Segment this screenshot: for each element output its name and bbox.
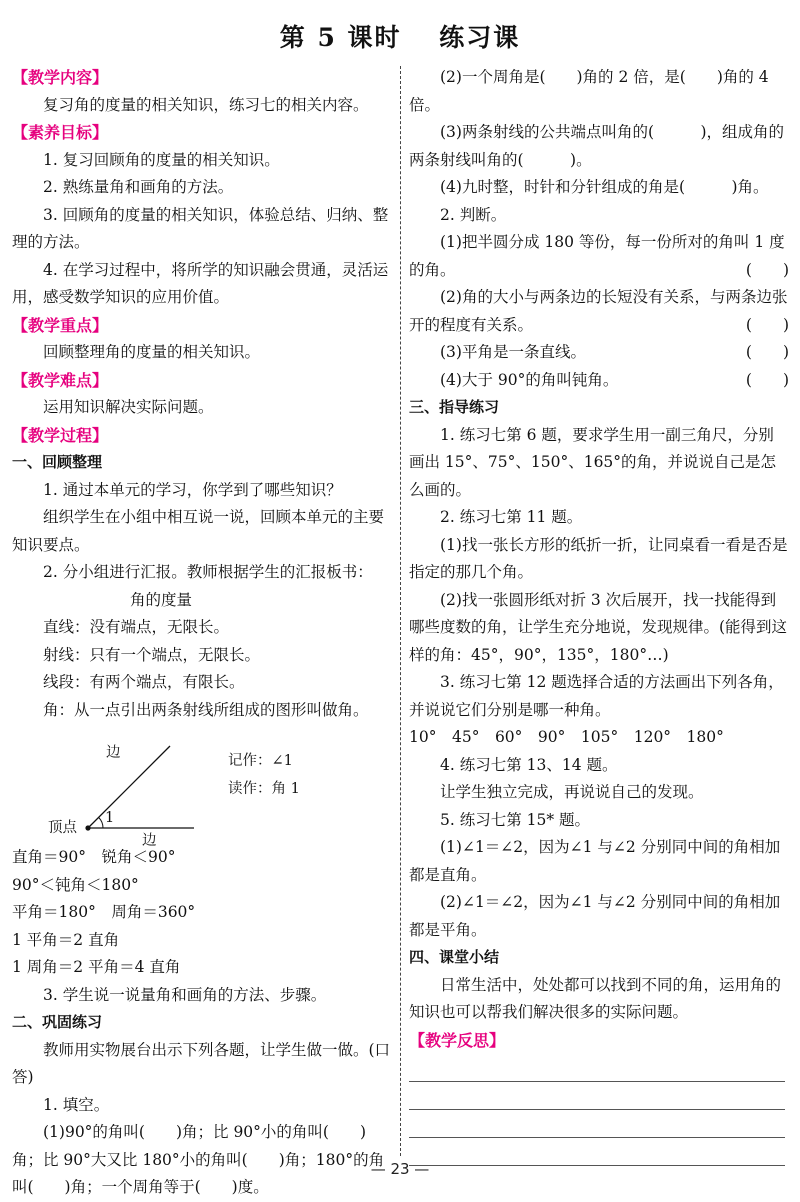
judge-item [409,367,789,395]
page-title: 第 5 课时 练习课 [279,23,521,52]
fact-line: 1 周角＝2 平角＝4 直角 [12,958,181,976]
heading-reflection: 【教学反思】 [409,1030,506,1050]
angle-notation: 记作：∠1 [228,753,293,769]
paragraph: 1. 通过本单元的学习，你学到了哪些知识？ [43,480,342,499]
paragraph: 教师用实物展台出示下列各题，让学生做一做。(口答) [12,1040,391,1086]
judge-item [409,229,789,284]
goal-item: 1. 复习回顾角的度量的相关知识。 [43,150,280,169]
paragraph: 4. 练习七第 13、14 题。 [440,755,618,774]
goal-item: 3. 回顾角的度量的相关知识，体验总结、归纳、整理的方法。 [12,205,389,251]
judge-text: (2)角的大小与两条边的长短没有关系，与两条边张开的程度有关系。 [409,288,788,334]
paragraph: (2)∠1＝∠2，因为∠1 与∠2 分别同中间的角相加都是平角。 [409,893,781,939]
goal-item: 4. 在学习过程中，将所学的知识融会贯通，灵活运用，感受数学知识的应用价值。 [12,260,389,306]
side-label-top: 边 [106,745,121,761]
definition-angle: 角：从一点引出两条射线所组成的图形叫做角。 [43,700,369,719]
section-summary: 四、课堂小结 [409,948,500,966]
angle-list: 10° 45° 60° 90° 105° 120° 180° [409,728,724,746]
judge-text: (1)把半圆分成 180 等份，每一份所对的角叫 1 度的角。 [409,233,785,279]
side-label-bottom: 边 [142,833,157,849]
heading-goals: 【素养目标】 [12,123,109,142]
paragraph: (1)找一张长方形的纸折一折，让同桌看一看是否是指定的那几个角。 [409,535,788,581]
fill-question: (2)一个周角是( )角的 2 倍，是( )角的 4 倍。 [409,68,769,114]
paragraph: 1. 练习七第 6 题，要求学生用一副三角尺，分别画出 15°、75°、150°、165°的角，并说说自己是怎么画的。 [409,425,777,499]
board-title: 角的度量 [130,590,193,609]
summary-text: 日常生活中，处处都可以找到不同的角，运用角的知识也可以帮我们解决很多的实际问题。 [409,975,782,1021]
heading-teaching-content: 【教学内容】 [12,68,109,87]
fact-line: 平角＝180° 周角＝360° [12,903,196,921]
fact-line: 90°＜钝角＜180° [12,875,139,894]
vertex-label: 顶点 [48,820,77,836]
reflection-line [409,1054,785,1082]
definition-line: 直线：没有端点，无限长。 [43,618,230,636]
paragraph: 5. 练习七第 15* 题。 [440,810,591,829]
paragraph: 1. 填空。 [43,1095,110,1114]
definition-segment: 线段：有两个端点，有限长。 [43,673,245,691]
angle-reading: 读作：角 1 [228,781,300,797]
page-number: — 23 — [370,1160,430,1178]
definition-ray: 射线：只有一个端点，无限长。 [43,645,261,664]
paragraph: 3. 学生说一说量角和画角的方法、步骤。 [43,985,327,1004]
heading-difficulties: 【教学难点】 [12,370,109,390]
answer-paren: ( ) [745,370,789,389]
paragraph: 组织学生在小组中相互说一说，回顾本单元的主要知识要点。 [12,508,385,554]
goal-item: 2. 熟练量角和画角的方法。 [43,178,234,196]
fill-question: (4)九时整，时针和分针组成的角是( )角。 [440,178,769,196]
reflection-line [409,1082,785,1110]
paragraph: (2)找一张圆形纸对折 3 次后展开，找一找能得到哪些度数的角，让学生充分地说，发现规律。(能得到这样的角：45°，90°，135°，180°…) [409,590,788,664]
judge-item [409,284,789,339]
paragraph: (1)∠1＝∠2，因为∠1 与∠2 分别同中间的角相加都是直角。 [409,838,781,884]
paragraph: 2. 判断。 [440,205,507,224]
answer-paren: ( ) [745,315,789,334]
section-review: 一、回顾整理 [12,453,103,471]
left-column [12,64,392,1202]
key-points-text: 回顾整理角的度量的相关知识。 [43,343,261,361]
section-consolidation: 二、巩固练习 [12,1013,103,1031]
fill-question: (1)90°的角叫( )角；比 90°小的角叫( )角；比 90°大又比 180°小的角叫( )角；180°的角叫( )角；一个周角等于( )度。 [12,1123,385,1196]
judge-text: (3)平角是一条直线。 [440,343,586,361]
paragraph: 2. 练习七第 11 题。 [440,508,583,526]
paragraph: 2. 分小组进行汇报。教师根据学生的汇报板书： [43,563,373,581]
answer-paren: ( ) [745,260,789,279]
column-divider [400,66,401,1156]
right-column [409,64,789,1166]
fact-line: 直角＝90° 锐角＜90° [12,848,176,866]
heading-key-points: 【教学重点】 [12,315,109,335]
reflection-line [409,1110,785,1138]
teaching-content-text: 复习角的度量的相关知识，练习七的相关内容。 [43,95,369,114]
paragraph: 让学生独立完成，再说说自己的发现。 [440,783,704,801]
heading-process: 【教学过程】 [12,425,109,445]
judge-item [409,339,789,367]
judge-text: (4)大于 90°的角叫钝角。 [440,370,619,389]
difficulties-text: 运用知识解决实际问题。 [43,398,214,416]
paragraph: 3. 练习七第 12 题选择合适的方法画出下列各角，并说说它们分别是哪一种角。 [409,673,784,719]
fill-question: (3)两条射线的公共端点叫角的( )，组成角的两条射线叫角的( )。 [409,123,785,169]
angle-number-label: 1 [105,810,115,826]
section-guided-practice: 三、指导练习 [409,398,500,416]
answer-paren: ( ) [745,343,789,361]
fact-line: 1 平角＝2 直角 [12,930,120,949]
angle-diagram [12,726,392,849]
